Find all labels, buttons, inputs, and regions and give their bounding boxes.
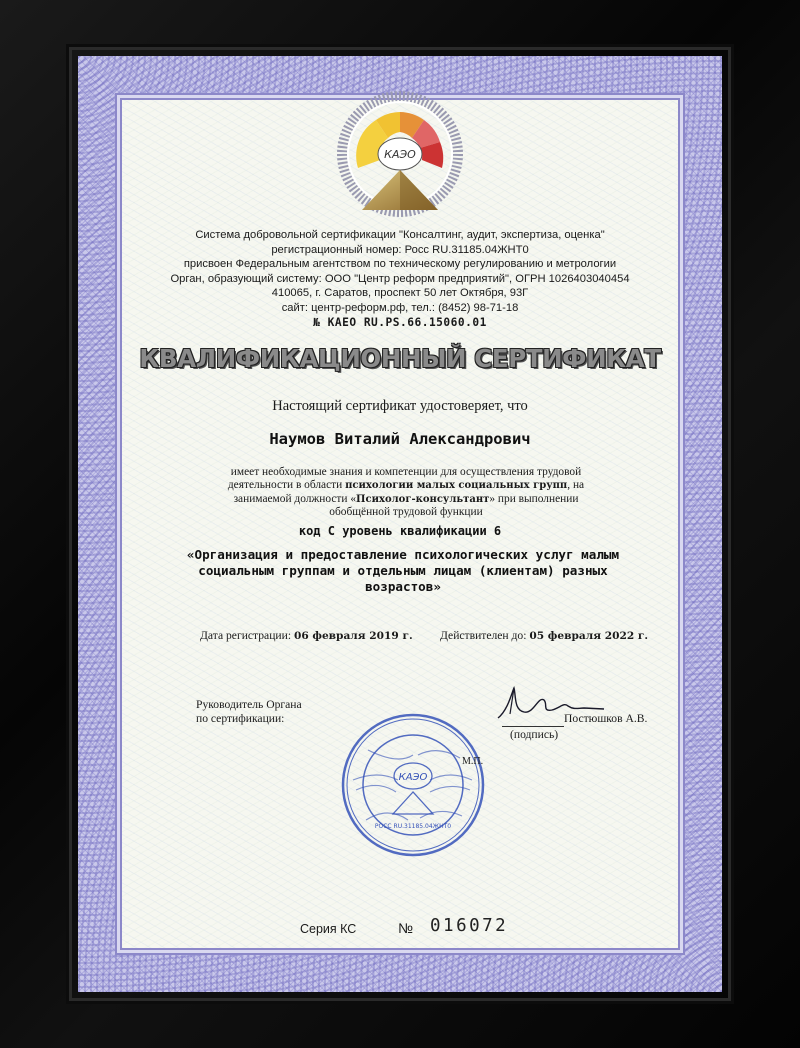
seal-bottom-text: РОСС RU.31185.04ЖНТ0: [374, 823, 452, 830]
seal-center-text: КАЭО: [398, 772, 428, 783]
certification-system-info: [148, 228, 652, 330]
series-label: Серия КС: [300, 922, 357, 936]
registration-date-label: Дата регистрации:: [200, 629, 292, 642]
valid-until-label: Действителен до:: [440, 629, 527, 642]
competence-position: Психолог-консультант: [356, 493, 490, 505]
info-line-address: 410065, г. Саратов, проспект 50 лет Октября, 93Г: [271, 287, 529, 300]
holder-name: Наумов Виталий Александрович: [269, 430, 531, 448]
labor-function-name: «Организация и предоставление психологических услуг малым социальным группам и отдельным лицам (клиентам) разных возрастов»: [186, 547, 620, 594]
head-of-body-label: [196, 698, 302, 726]
signature-caption: (подпись): [510, 728, 559, 741]
info-line-registration: регистрационный номер: Росс RU.31185.04ЖНТ0: [271, 243, 529, 256]
certifies-text: Настоящий сертификат удостоверяет, что: [272, 398, 528, 414]
head-label-line1: Руководитель Органа: [196, 698, 302, 711]
competence-part2: , на занимаемой должности «: [233, 479, 585, 505]
kaeo-logo: [336, 90, 464, 218]
competence-part1: имеет необходимые знания и компетенции для осуществления трудовой деятельности в области: [227, 466, 582, 492]
round-seal: [338, 710, 488, 860]
valid-until-value: 05 февраля 2022 г.: [529, 630, 649, 642]
certificate-serial-number: 016072: [430, 916, 509, 936]
qualification-level: код С уровень квалификации 6: [298, 524, 502, 538]
number-sign: №: [398, 920, 414, 936]
signature-line: [502, 726, 564, 727]
stamp-place-label: М.П.: [462, 756, 484, 767]
registration-date-block: [200, 629, 413, 642]
kaeo-logo-text: КАЭО: [384, 148, 416, 161]
signer-name: Постюшков А.В.: [564, 712, 648, 725]
certificate-content: [78, 56, 722, 992]
head-label-line2: по сертификации:: [196, 712, 285, 725]
competence-part3: » при выполнении обобщённой трудовой функции: [329, 492, 579, 519]
valid-until-block: [440, 629, 648, 642]
certificate-title: КВАЛИФИКАЦИОННЫЙ СЕРТИФИКАТ: [139, 344, 661, 373]
certificate-paper: [78, 56, 722, 992]
info-line-contacts: сайт: центр-реформ.рф, тел.: (8452) 98-71-18: [281, 301, 519, 314]
competence-area: психологии малых социальных групп: [345, 480, 568, 492]
info-line-organization: Орган, образующий систему: ООО "Центр реформ предприятий", ОГРН 1026403040454: [170, 272, 630, 285]
certificate-registry-number: № KAEO RU.PS.66.15060.01: [313, 315, 487, 329]
registration-date-value: 06 февраля 2019 г.: [293, 630, 413, 642]
info-line-agency: присвоен Федеральным агентством по техническому регулированию и метрологии: [183, 258, 617, 271]
info-line-system: Система добровольной сертификации "Консалтинг, аудит, экспертиза, оценка": [195, 229, 605, 241]
competence-description: [206, 466, 606, 520]
